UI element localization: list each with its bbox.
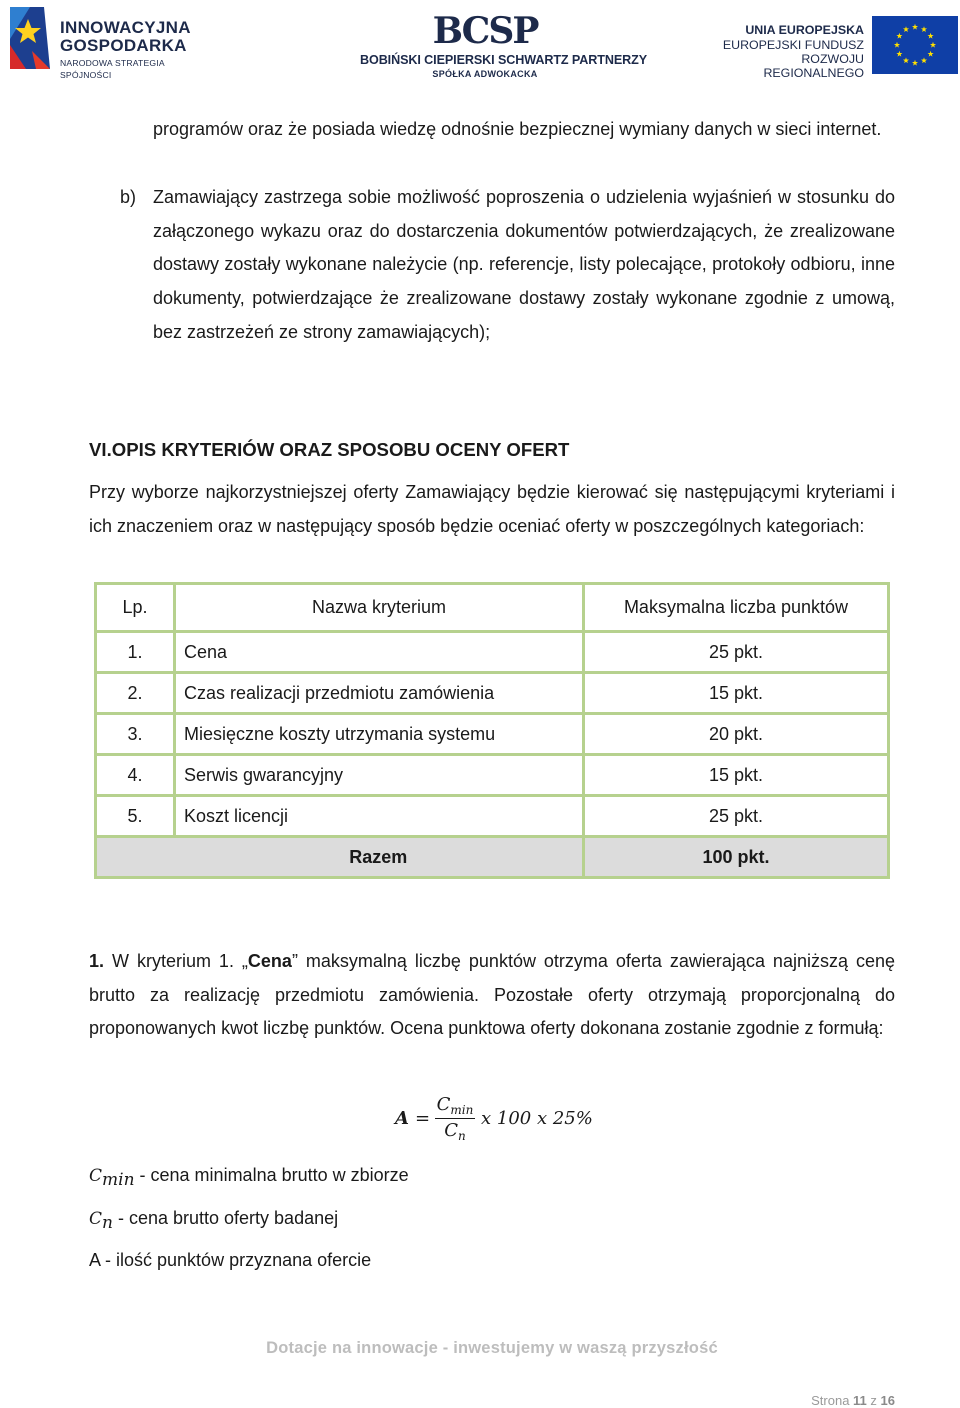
cell-lp: 2. [96,673,175,714]
table-row [96,673,889,714]
cell-lp: 1. [96,632,175,673]
logo-left-line3: NARODOWA STRATEGIA SPÓJNOŚCI [60,58,165,80]
criterion-1-text-after: ” maksymalną liczbę punktów otrzyma oferta zawierająca najniższą cenę brutto za realizację przedmiotu zamówienia. Pozostałe oferty otrzymają proporcjonalną do proponowanych kwot liczbę punktów. Ocena punktowa oferty dokonana zostanie zgodnie z formułą: [89,951,895,1039]
criterion-1-text-before: W kryterium 1. „ [104,951,248,971]
header-name: Nazwa kryterium [175,584,584,632]
formula-denominator [435,1119,475,1148]
legend-cn-desc: - cena brutto oferty badanej [112,1208,339,1228]
table-header-row [96,584,889,632]
bcsp-logo [360,10,648,82]
page-current: 11 [853,1393,867,1408]
criterion-1-name: Cena [247,951,292,971]
total-empty-cell [96,837,175,878]
table-row [96,714,889,755]
header-lp: Lp. [96,584,175,632]
formula-multiplier: x 100 x 25% [481,1108,593,1129]
legend-cmin-desc: - cena minimalna brutto w zbiorze [134,1165,409,1185]
cell-points: 15 pkt. [584,673,889,714]
formula-denominator-base: C [444,1120,459,1141]
cell-lp: 5. [96,796,175,837]
section-intro: Przy wyborze najkorzystniejszej oferty Zamawiający będzie kierować się następującymi kryteriami i ich znaczeniem oraz w następujący sposób będzie oceniać oferty w poszczególnych kategoriach: [89,482,895,536]
formula-equals: = [415,1108,431,1129]
table-row [96,632,889,673]
legend-cn-base: C [89,1209,103,1229]
table-total-row [96,837,889,878]
formula-numerator-base: C [436,1094,451,1115]
header-points: Maksymalna liczba punktów [584,584,889,632]
bcsp-subtitle: SPÓŁKA ADWOKACKA [432,69,538,79]
criteria-table [94,582,890,879]
unia-europejska-text [716,23,864,80]
cell-lp: 4. [96,755,175,796]
list-item-b-text: Zamawiający zastrzega sobie możliwość poproszenia o udzielenia wyjaśnień w stosunku do załączonego wykazu oraz do dostarczenia dokumentów potwierdzających, że zrealizowane dostawy zostały wykonane należycie (np. referencje, listy polecające, protokoły odbioru, inne dokumenty, potwierdzające że zrealizowane dostawy zostały wykonane zgodnie z umową, bez zastrzeżeń ze strony zamawiających); [153,187,895,342]
legend-cn [89,1205,338,1236]
cell-name: Serwis gwarancyjny [175,755,584,796]
cell-points: 25 pkt. [584,796,889,837]
criterion-1-number: 1. [89,951,105,971]
formula-denominator-sub: n [458,1129,466,1143]
cell-name: Cena [175,632,584,673]
section-heading: VI.OPIS KRYTERIÓW ORAZ SPOSOBU OCENY OFERT [89,439,570,460]
innowacyjna-gospodarka-text [60,19,216,81]
page-prefix: Strona [811,1393,854,1408]
page-separator: z [866,1393,881,1408]
list-item-b-label: b) [120,187,137,207]
logo-right-line1: UNIA EUROPEJSKA [745,23,864,37]
logo-left-line2: GOSPODARKA [60,36,187,55]
cell-name: Czas realizacji przedmiotu zamówienia [175,673,584,714]
table-row [96,796,889,837]
formula-numerator-sub: min [450,1103,474,1117]
criterion-1-paragraph [89,945,895,1046]
cell-name: Miesięczne koszty utrzymania systemu [175,714,584,755]
page-total: 16 [880,1393,895,1408]
cell-points: 15 pkt. [584,755,889,796]
cell-points: 25 pkt. [584,632,889,673]
legend-cmin-sub: min [102,1170,135,1190]
unia-europejska-logo [716,16,960,80]
scoring-formula [395,1094,595,1146]
formula-fraction [435,1094,475,1148]
innowacyjna-gospodarka-logo [6,5,216,80]
bcsp-mark: BCSP [432,10,538,52]
formula-lhs: A [395,1108,409,1129]
legend-cmin-base: C [89,1166,103,1186]
cell-lp: 3. [96,714,175,755]
logo-left-line1: INNOWACYJNA [60,18,191,37]
total-label: Razem [175,837,584,878]
logo-right-line3: ROZWOJU REGIONALNEGO [763,52,864,80]
legend-cn-sub: n [102,1213,113,1233]
formula-numerator [435,1094,475,1119]
innowacyjna-gospodarka-mark-icon [6,5,52,71]
cell-points: 20 pkt. [584,714,889,755]
page-number [811,1393,895,1408]
footer-slogan: Dotacje na innowacje - inwestujemy w waszą przyszłość [266,1339,718,1357]
logo-right-line2: EUROPEJSKI FUNDUSZ [722,38,864,52]
cell-name: Koszt licencji [175,796,584,837]
legend-cmin [89,1162,409,1193]
legend-a: A - ilość punktów przyznana ofercie [89,1250,372,1270]
table-row [96,755,889,796]
eu-flag-icon [872,16,958,74]
bcsp-name: BOBIŃSKI CIEPIERSKI SCHWARTZ PARTNERZY [360,53,648,67]
total-points: 100 pkt. [584,837,889,878]
paragraph-continuation: programów oraz że posiada wiedzę odnośnie bezpiecznej wymiany danych w sieci internet. [153,119,882,139]
